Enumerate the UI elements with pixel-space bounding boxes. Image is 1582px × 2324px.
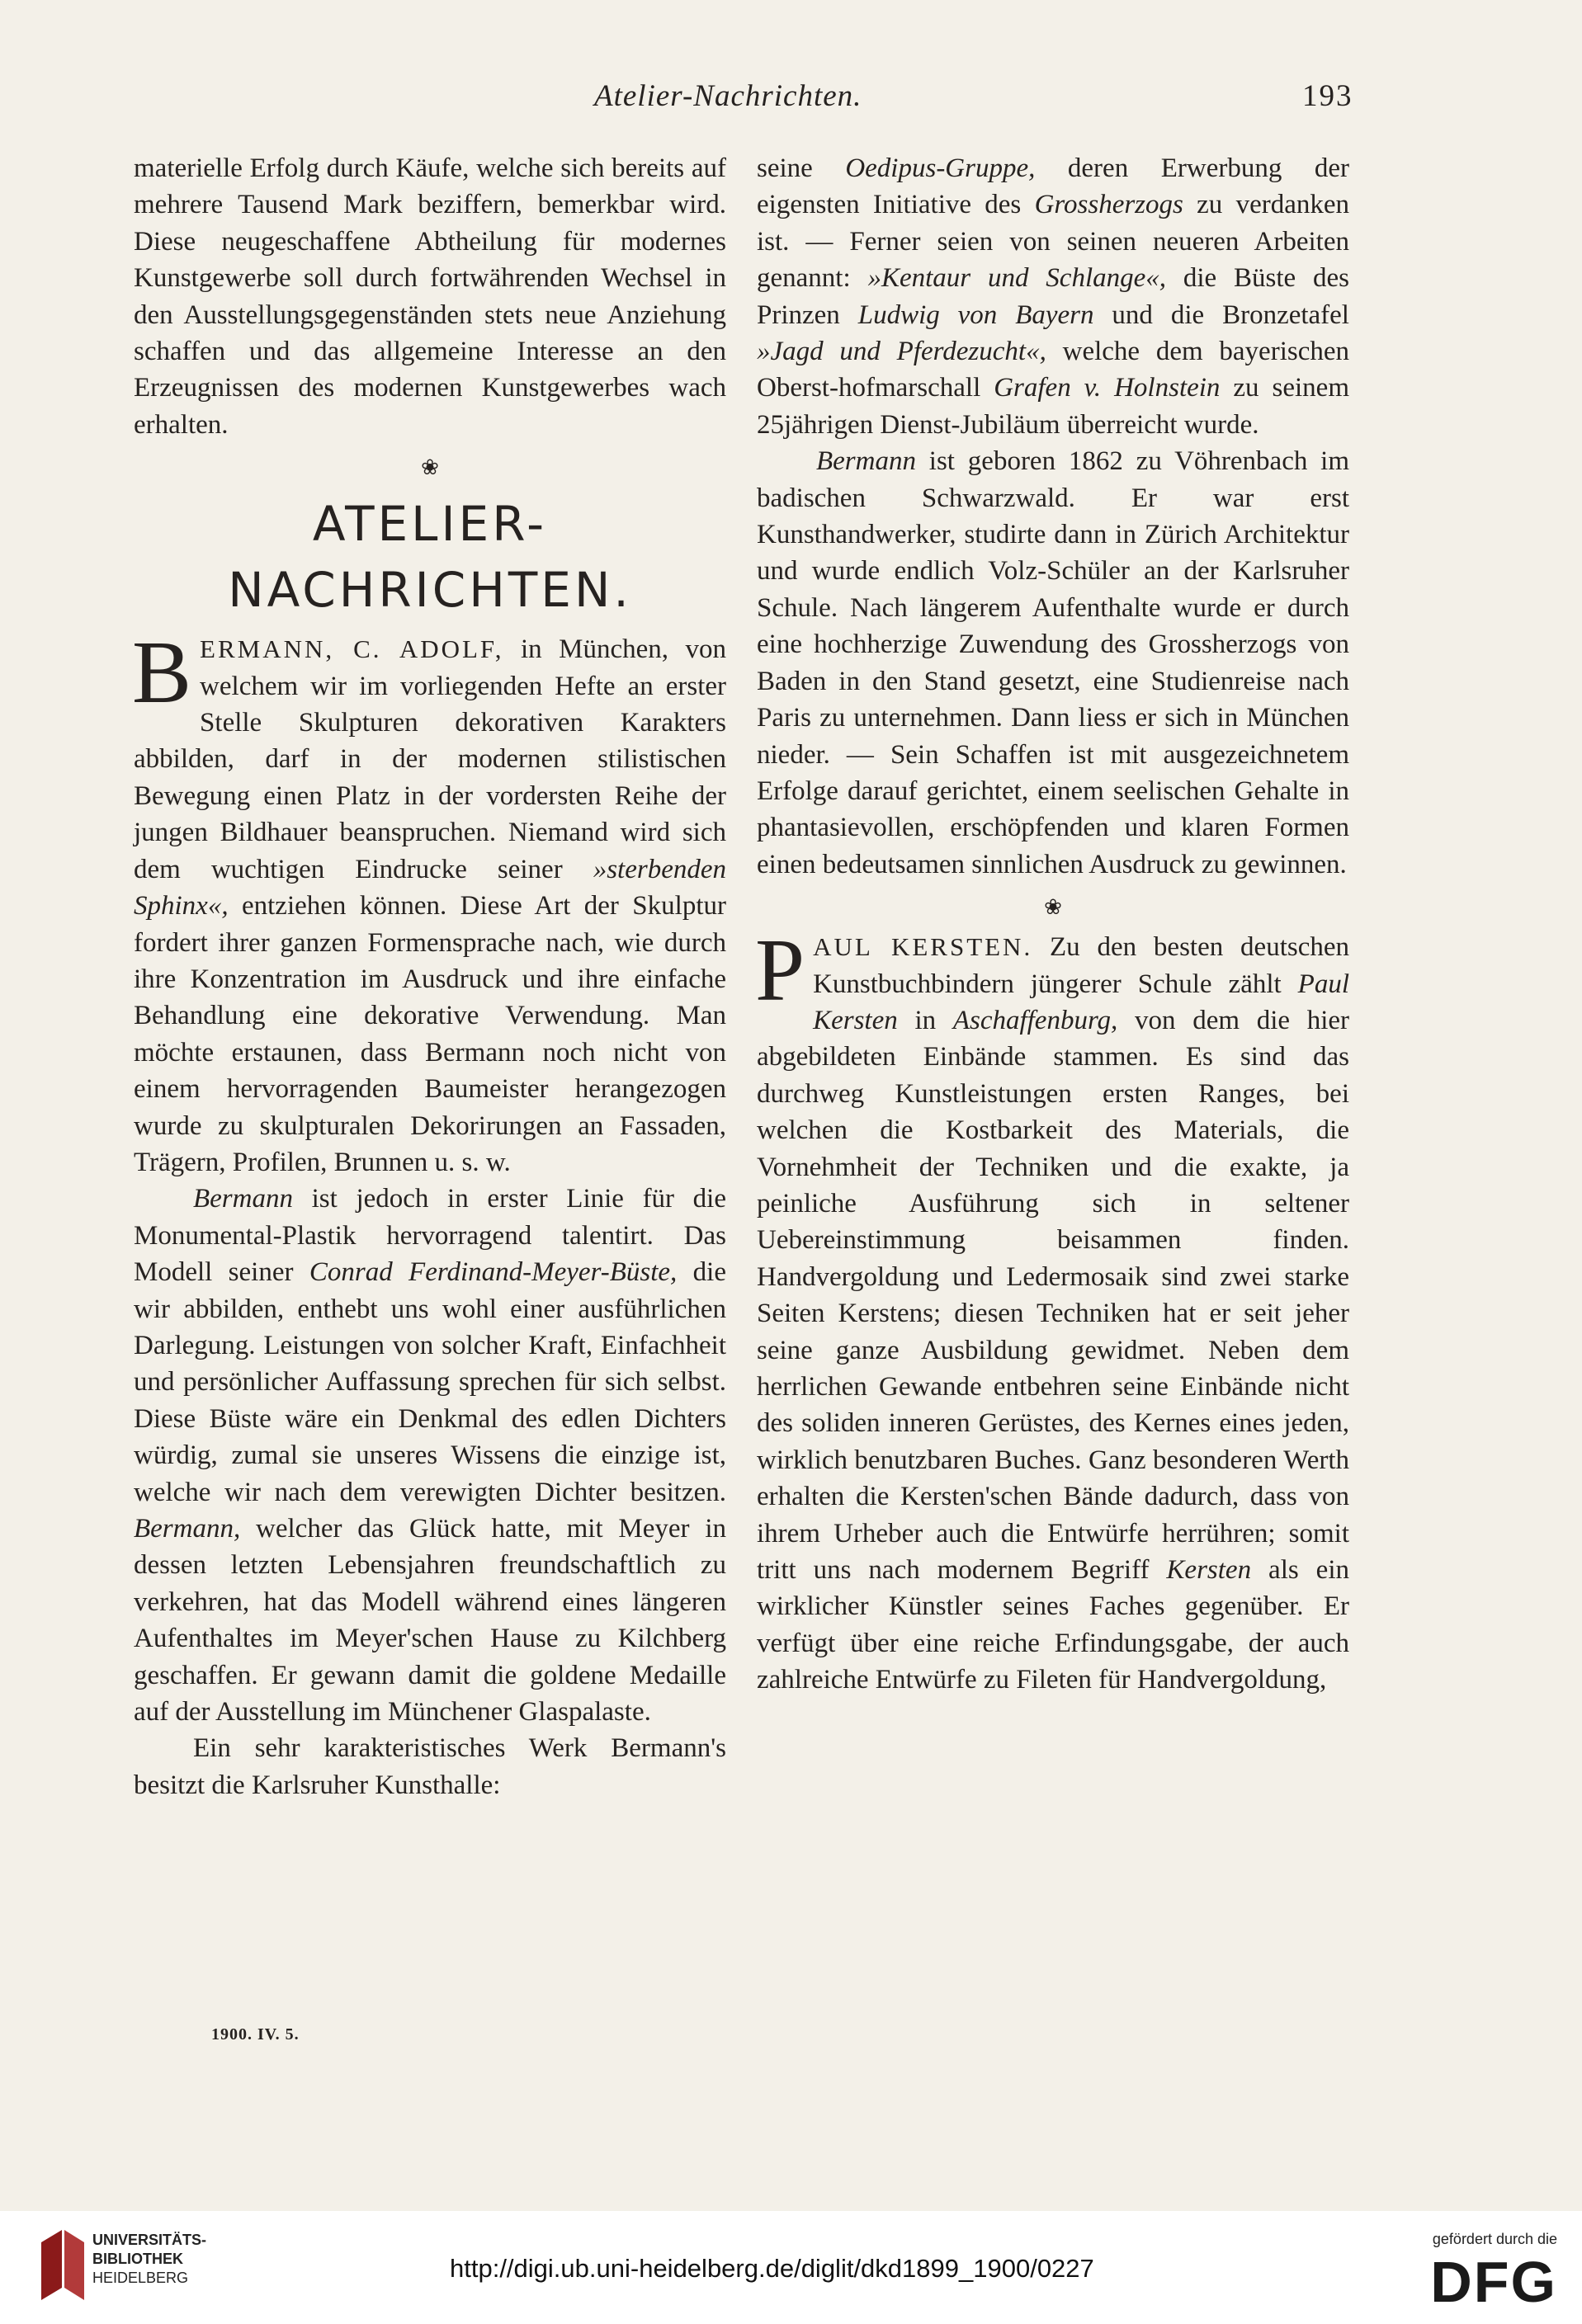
digitization-footer: [0, 2211, 1582, 2324]
bermann-paragraph-3: Ein sehr karakteristisches Werk Bermann's besitzt die Karlsruher Kunsthalle:: [134, 1733, 726, 1800]
left-column: [134, 150, 726, 1803]
library-line-2: BIBLIOTHEK: [92, 2251, 183, 2267]
italic-run: »Jagd und Pferdezucht«,: [757, 337, 1046, 367]
library-logo-icon: [33, 2226, 91, 2308]
signature-mark: 1900. IV. 5.: [211, 2025, 300, 2044]
text-run: und die Bronzetafel: [1093, 299, 1349, 330]
artist-name: AUL KERSTEN.: [813, 932, 1033, 962]
ornament-icon: ❀: [421, 455, 439, 480]
library-name: [92, 2231, 206, 2288]
bermann-paragraph-2: [134, 1181, 726, 1730]
kersten-paragraph: [755, 922, 1350, 1699]
italic-run: Ludwig von Bayern: [857, 299, 1094, 330]
page-number: 193: [1302, 79, 1353, 113]
text-run: ist jedoch in erster Linie für die Monumental-Plastik hervorragend talentirt. Das Modell seiner: [134, 1184, 726, 1288]
ornament-icon: ❀: [1044, 895, 1062, 920]
text-run: zu verdanken ist. — Ferner seien von seinen neueren Arbeiten genannt:: [757, 190, 1349, 294]
italic-run: »sterbenden Sphinx«,: [134, 854, 726, 922]
text-run: seine: [757, 153, 846, 183]
left-paragraph-1: materielle Erfolg durch Käufe, welche sich bereits auf mehrere Tausend Mark beziffern, bemerkbar wird. Diese neugeschaffene Abtheilung für modernes Kunstgewerbe soll durch fortwährenden Wechsel in den Ausstellungsgegenständen stets neue Anziehung schaffen und das allgemeine Interesse an den Erzeugnissen des modernen Kunstgewerbes wach erhalten.: [134, 153, 726, 440]
text-run: die wir abbilden, enthebt uns wohl einer ausführlichen Darlegung. Leistungen von solcher Kraft, Einfachheit und persönlicher Auffassung sprechen für sich selbst. Diese Büste wäre ein Denkmal des edlen Dichters würdig, zumal sie unseres Wissens die einzige ist, welche wir nach dem verewigten Dichter besitzen.: [134, 1257, 726, 1507]
dfg-logo: DFG: [1430, 2250, 1557, 2314]
italic-run: Bermann: [193, 1184, 293, 1214]
library-line-1: UNIVERSITÄTS-: [92, 2232, 207, 2248]
funded-by-label: gefördert durch die: [1432, 2231, 1557, 2247]
text-run: in München, von welchem wir im vorliegenden Hefte an erster Stelle Skulpturen dekorativen Karakters abbilden, darf in der modernen stilistischen Bewegung einen Platz in der vordersten Reihe der jungen Bildhauer beanspruchen. Niemand wird sich dem wuchtigen Eindrucke seiner: [134, 634, 726, 884]
text-run: als ein wirklicher Künstler seines Faches gegenüber. Er verfügt über eine reiche Erfindungsgabe, der auch zahlreiche Entwürfe zu Fileten für Handvergoldung,: [757, 1555, 1349, 1695]
right-column: [757, 150, 1349, 1699]
italic-run: Oedipus-Gruppe,: [845, 153, 1036, 183]
text-run: zu seinem 25jährigen Dienst-Jubiläum überreicht wurde.: [757, 373, 1350, 440]
text-run: von dem die hier abgebildeten Einbände stammen. Es sind das durchweg Kunstleistungen ersten Ranges, bei welchen die Kostbarkeit des Materials, die Vornehmheit der Techniken und die exakte, ja peinliche Ausführung sich in seltener Uebereinstimmung beisammen finden. Handvergoldung und Ledermosaik sind zwei starke Seiten Kerstens; diesen Techniken hat er seit jeher seine ganze Ausbildung gewidmet. Neben dem herrlichen Gewande entbehren seine Einbände nicht des soliden inneren Gerüstes, des Kernes eines jeden, wirklich benutzbaren Buches. Ganz besonderen Werth erhalten die Kersten'schen Bände dadurch, dass von ihrem Urheber auch die Entwürfe herrühren; somit tritt uns nach modernem Begriff: [757, 1005, 1350, 1586]
italic-run: Grafen v. Holnstein: [994, 373, 1221, 403]
permalink-url[interactable]: http://digi.ub.uni-heidelberg.de/diglit/dkd1899_1900/0227: [450, 2254, 1094, 2283]
italic-run: Aschaffenburg,: [952, 1005, 1118, 1035]
text-run: die Büste des Prinzen: [757, 263, 1349, 330]
italic-run: Bermann,: [134, 1514, 241, 1544]
drop-cap: P: [755, 922, 805, 1021]
running-head: [0, 78, 1582, 120]
right-paragraph-1: [757, 150, 1349, 443]
text-run: entziehen können. Diese Art der Skulptur fordert ihrer ganzen Formensprache nach, wie durch ihre Konzentration im Ausdruck und ihre einfache Behandlung eine dekorative Verwendung. Man möchte erstaunen, dass Bermann noch nicht von einem hervorragenden Baumeister herangezogen wurde zu skulpturalen Dekorirungen an Fassaden, Trägern, Profilen, Brunnen u. s. w.: [134, 891, 726, 1177]
text-run: in: [897, 1005, 953, 1035]
text-run: ist geboren 1862 zu Vöhrenbach im badischen Schwarzwald. Er war erst Kunsthandwerker, studirte dann in Zürich Architektur und wurde endlich Volz-Schüler an der Karlsruher Schule. Nach längerem Aufenthalte wurde er durch eine hochherzige Zuwendung des Grossherzogs von Baden in den Stand gesetzt, eine Studienreise nach Paris zu unternehmen. Dann liess er sich in München nieder. — Sein Schaffen ist mit ausgezeichnetem Erfolge darauf gerichtet, einem seelischen Gehalte in phantasievollen, erschöpfenden und klaren Formen einen bedeutsamen sinnlichen Ausdruck zu gewinnen.: [757, 446, 1349, 879]
text-run: deren Erwerbung der eigensten Initiative des: [757, 153, 1349, 220]
italic-run: Conrad Ferdinand-Meyer-Büste,: [309, 1257, 678, 1288]
italic-run: Paul Kersten: [813, 969, 1349, 1035]
bermann-paragraph: [132, 624, 726, 1181]
italic-run: Kersten: [1166, 1555, 1252, 1586]
running-title: Atelier-Nachrichten.: [594, 79, 862, 113]
artist-name: ERMANN, C. ADOLF,: [200, 634, 504, 664]
library-line-3: HEIDELBERG: [92, 2270, 189, 2286]
drop-cap: B: [132, 624, 192, 723]
text-run: welche dem bayerischen Oberst-hofmarschall: [757, 337, 1349, 403]
text-run: Zu den besten deutschen Kunstbuchbindern jüngerer Schule zählt: [813, 932, 1350, 999]
italic-run: »Kentaur und Schlange«,: [867, 263, 1167, 294]
italic-run: Bermann: [816, 446, 916, 477]
right-paragraph-2: [757, 443, 1349, 883]
section-heading: ATELIER-NACHRICHTEN.: [228, 496, 632, 619]
text-run: welcher das Glück hatte, mit Meyer in dessen letzten Lebensjahren freundschaftlich zu verkehren, hat das Modell während eines längeren Aufenthaltes im Meyer'schen Hause zu Kilchberg geschaffen. Er gewann damit die goldene Medaille auf der Ausstellung im Münchener Glaspalaste.: [134, 1514, 726, 1728]
italic-run: Grossherzogs: [1034, 190, 1183, 220]
